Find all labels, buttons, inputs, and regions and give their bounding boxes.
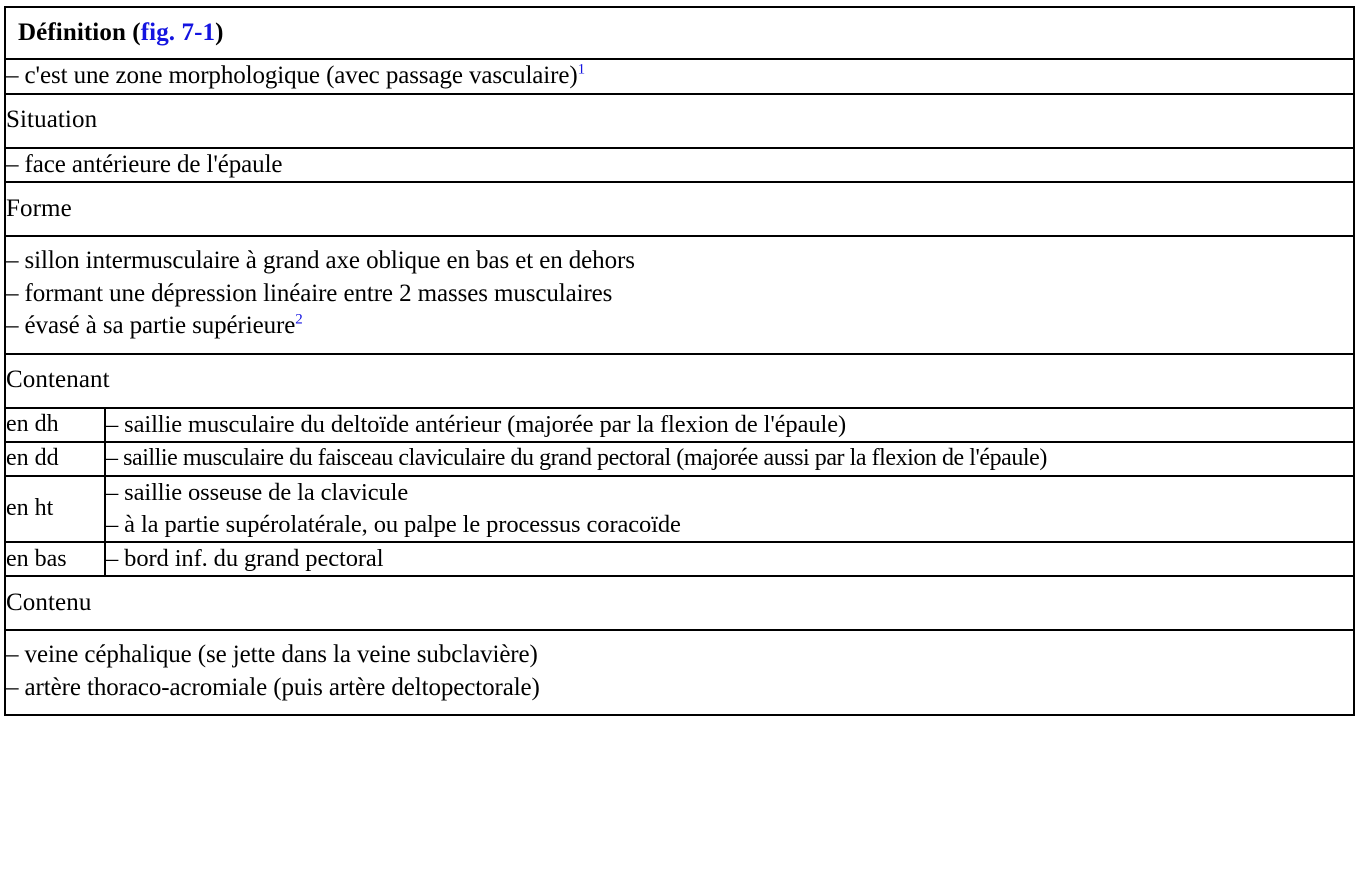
list-item: – face antérieure de l'épaule <box>6 150 283 178</box>
list-item: – artère thoraco-acromiale (puis artère deltopectorale) <box>6 673 540 701</box>
table-row-definition-body <box>5 59 1354 94</box>
row-label-en-dh: en dh <box>5 408 105 442</box>
row-label-en-dd: en dd <box>5 442 105 476</box>
forme-bullet-3-text: – évasé à sa partie supérieure <box>6 312 296 339</box>
row-content-en-ht <box>105 476 1354 543</box>
table-row-situation-body <box>5 148 1354 183</box>
figure-ref-wrap: (fig. 7-1) <box>125 18 224 46</box>
table-row-contenant-en-dd <box>5 442 1354 476</box>
anatomy-table <box>4 6 1355 716</box>
list-item: – formant une dépression linéaire entre 2 masses musculaires <box>6 279 613 307</box>
page-title-text: Définition <box>18 18 126 46</box>
table-row-contenant-en-ht <box>5 476 1354 543</box>
list-item <box>6 60 1353 93</box>
list-item: – à la partie supérolatérale, ou palpe le processus coracoïde <box>106 510 681 538</box>
list-item: – saillie osseuse de la clavicule <box>106 478 409 506</box>
footnote-marker-1[interactable]: 1 <box>577 61 585 78</box>
row-content-en-bas <box>105 542 1354 576</box>
row-content-en-dd <box>105 442 1354 476</box>
list-item: – bord inf. du grand pectoral <box>106 545 384 573</box>
figure-reference-link[interactable]: fig. 7-1 <box>140 18 216 46</box>
definition-bullets <box>5 59 1354 94</box>
table-row-definition-header <box>5 7 1354 59</box>
table-row-contenu-header <box>5 576 1354 630</box>
section-header-contenant: Contenant <box>5 354 1354 408</box>
forme-bullets <box>5 236 1354 354</box>
table-row-situation-header <box>5 94 1354 148</box>
table-row-contenant-en-dh <box>5 408 1354 442</box>
section-header-contenu: Contenu <box>5 576 1354 630</box>
list-item: – veine céphalique (se jette dans la veine subclavière) <box>6 641 538 669</box>
section-header-forme: Forme <box>5 182 1354 236</box>
table-row-forme-header <box>5 182 1354 236</box>
contenu-bullets <box>5 630 1354 715</box>
definition-bullet-text: – c'est une zone morphologique (avec passage vasculaire) <box>6 62 578 89</box>
row-label-en-bas: en bas <box>5 542 105 576</box>
table-row-contenant-en-bas <box>5 542 1354 576</box>
page-title <box>5 7 1354 59</box>
situation-bullets <box>5 148 1354 183</box>
row-label-en-ht: en ht <box>5 476 105 543</box>
list-item: – saillie musculaire du faisceau claviculaire du grand pectoral (majorée aussi par la flexion de l'épaule) <box>106 444 1047 471</box>
table-row-contenant-header <box>5 354 1354 408</box>
list-item: – saillie musculaire du deltoïde antérieur (majorée par la flexion de l'épaule) <box>106 410 847 438</box>
footnote-marker-2[interactable]: 2 <box>295 311 303 328</box>
table-row-forme-body <box>5 236 1354 354</box>
row-content-en-dh <box>105 408 1354 442</box>
list-item <box>6 310 1353 343</box>
table-row-contenu-body <box>5 630 1354 715</box>
list-item: – sillon intermusculaire à grand axe oblique en bas et en dehors <box>6 247 635 274</box>
section-header-situation: Situation <box>5 94 1354 148</box>
